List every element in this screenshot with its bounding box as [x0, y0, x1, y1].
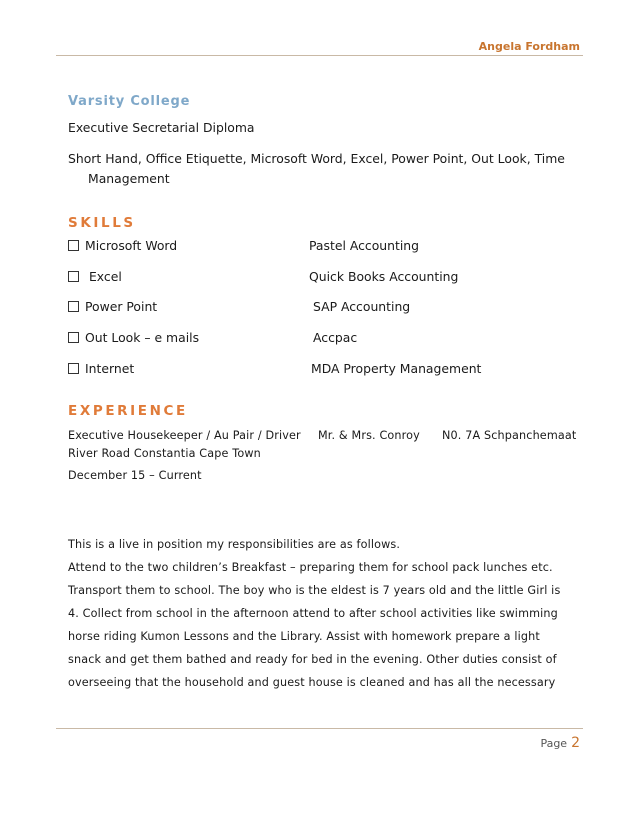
responsibilities-line: Attend to the two children’s Breakfast – preparing them for school pack lunches etc.: [68, 561, 553, 574]
skill-item: Power Point: [68, 299, 157, 314]
checkbox-icon: [68, 332, 79, 343]
responsibilities-line: Transport them to school. The boy who is the eldest is 7 years old and the little Girl is: [68, 584, 561, 597]
responsibilities-line: horse riding Kumon Lessons and the Library. Assist with homework prepare a light: [68, 630, 540, 643]
accounting-skill: Accpac: [313, 330, 358, 345]
page-number: Page 2: [540, 735, 580, 751]
college-title: Varsity College: [68, 94, 191, 109]
footer-divider: [56, 728, 583, 729]
employer-address: N0. 7A Schpanchemaat: [442, 429, 577, 442]
accounting-skill: SAP Accounting: [313, 299, 411, 314]
header-divider: [56, 55, 583, 56]
accounting-skill: MDA Property Management: [311, 361, 482, 376]
employment-dates: December 15 – Current: [68, 469, 202, 482]
responsibilities-line: 4. Collect from school in the afternoon attend to after school activities like swimming: [68, 607, 558, 620]
checkbox-icon: [68, 363, 79, 374]
checkbox-icon: [68, 240, 79, 251]
skill-item: Out Look – e mails: [68, 330, 199, 345]
skill-item: Excel: [68, 269, 122, 284]
skill-item: Internet: [68, 361, 134, 376]
employer-name: Mr. & Mrs. Conroy: [318, 429, 420, 442]
job-title: Executive Housekeeper / Au Pair / Driver: [68, 429, 301, 442]
responsibilities-line: overseeing that the household and guest house is cleaned and has all the necessary: [68, 676, 556, 689]
subjects-line-1: Short Hand, Office Etiquette, Microsoft Word, Excel, Power Point, Out Look, Time: [68, 151, 565, 166]
accounting-skill: Quick Books Accounting: [309, 269, 459, 284]
subjects-line-2: Management: [88, 171, 170, 186]
skill-item: Microsoft Word: [68, 238, 177, 253]
employer-address-line-2: River Road Constantia Cape Town: [68, 447, 261, 460]
checkbox-icon: [68, 301, 79, 312]
checkbox-icon: [68, 271, 79, 282]
diploma-text: Executive Secretarial Diploma: [68, 120, 255, 135]
responsibilities-line: This is a live in position my responsibilities are as follows.: [68, 538, 401, 551]
responsibilities-line: snack and get them bathed and ready for bed in the evening. Other duties consist of: [68, 653, 557, 666]
accounting-skill: Pastel Accounting: [309, 238, 420, 253]
header-name: Angela Fordham: [478, 40, 580, 53]
skills-heading: SKILLS: [68, 215, 136, 231]
experience-heading: EXPERIENCE: [68, 403, 188, 419]
